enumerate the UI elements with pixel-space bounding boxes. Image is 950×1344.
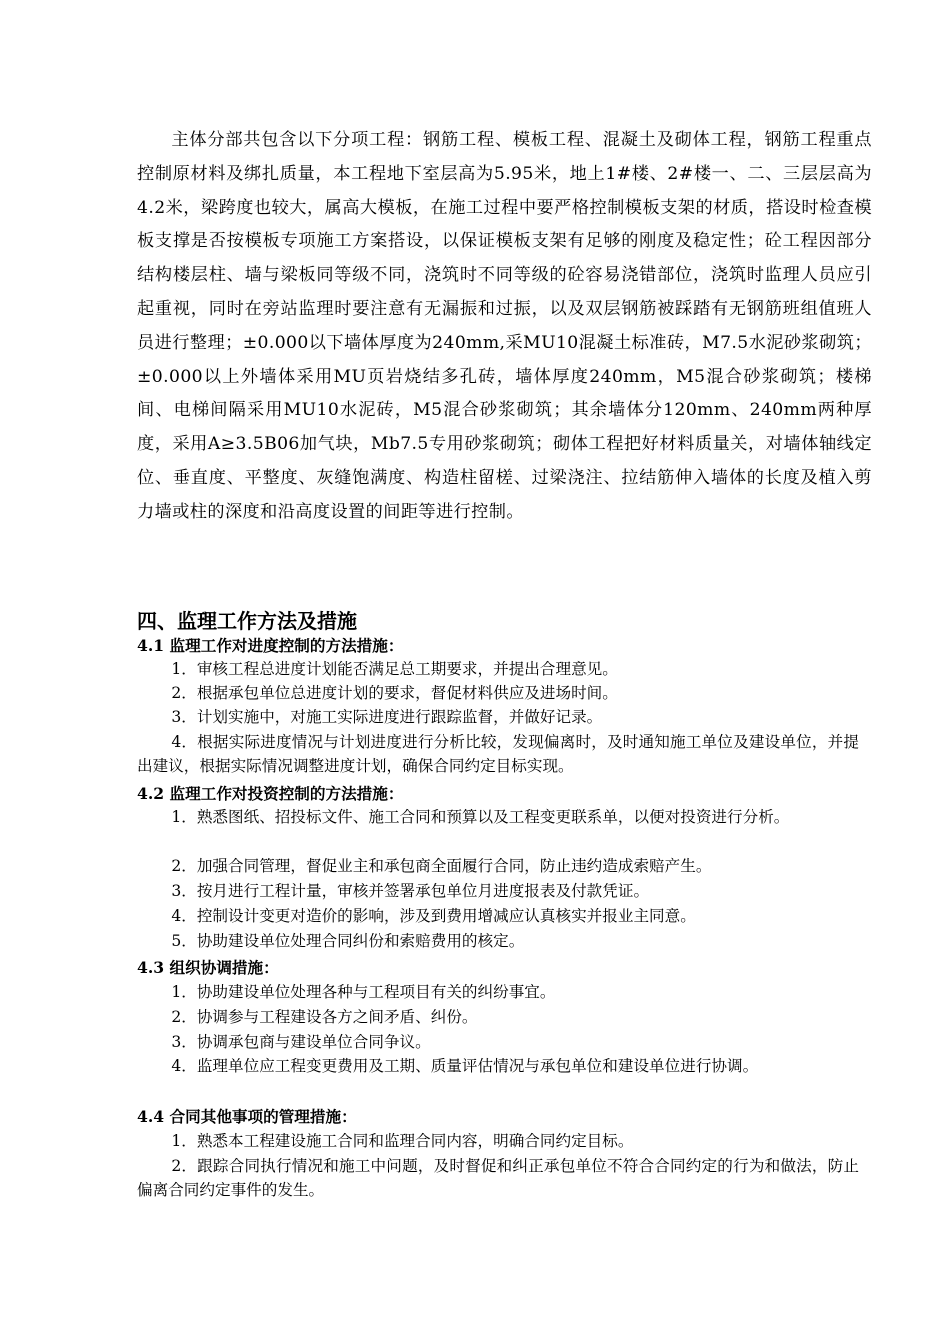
list-item: 3．计划实施中，对施工实际进度进行跟踪监督，并做好记录。 [171,708,603,726]
section-title: 四、监理工作方法及措施 [137,609,357,633]
list-item: 1．审核工程总进度计划能否满足总工期要求，并提出合理意见。 [171,660,618,678]
list-item: 3．协调承包商与建设单位合同争议。 [171,1033,431,1051]
list-item: 2．跟踪合同执行情况和施工中问题，及时督促和纠正承包单位不符合合同约定的行为和做法，防止偏离合同约定事件的发生。 [137,1157,859,1199]
subsection-title-4-4: 4.4 合同其他事项的管理措施： [137,1107,357,1126]
list-item: 4．控制设计变更对造价的影响，涉及到费用增减应认真核实并报业主同意。 [171,907,696,925]
list-item: 1．熟悉本工程建设施工合同和监理合同内容，明确合同约定目标。 [171,1132,634,1150]
subsection-title-4-2: 4.2 监理工作对投资控制的方法措施： [137,784,404,803]
list-item: 2．根据承包单位总进度计划的要求，督促材料供应及进场时间。 [171,684,618,702]
list-item: 4．根据实际进度情况与计划进度进行分析比较，发现偏离时，及时通知施工单位及建设单位，并提出建议，根据实际情况调整进度计划，确保合同约定目标实现。 [137,733,859,775]
list-item: 2．协调参与工程建设各方之间矛盾、纠份。 [171,1008,478,1026]
list-item: 3．按月进行工程计量，审核并签署承包单位月进度报表及付款凭证。 [171,882,650,900]
list-item: 1．协助建设单位处理各种与工程项目有关的纠纷事宜。 [171,983,556,1001]
subsection-title-4-3: 4.3 组织协调措施： [137,958,279,977]
list-item: 2．加强合同管理，督促业主和承包商全面履行合同，防止违约造成索赔产生。 [171,857,712,875]
list-item: 5．协助建设单位处理合同纠份和索赔费用的核定。 [171,932,525,950]
list-item: 1．熟悉图纸、招投标文件、施工合同和预算以及工程变更联系单，以便对投资进行分析。 [171,808,790,826]
list-item: 4．监理单位应工程变更费用及工期、质量评估情况与承包单位和建设单位进行协调。 [171,1057,759,1075]
intro-paragraph: 主体分部共包含以下分项工程：钢筋工程、模板工程、混凝土及砌体工程，钢筋工程重点控制原材料及绑扎质量，本工程地下室层高为5.95米，地上1#楼、2#楼一、二、三层层高为4.2米，梁跨度也较大，属高大模板，在施工过程中要严格控制模板支架的材质，搭设时检查模板支撑是否按模板专项施工方案搭设，以保证模板支架有足够的刚度及稳定性；砼工程因部分结构楼层柱、墙与梁板同等级不同，浇筑时不同等级的砼容易浇错部位，浇筑时监理人员应引起重视，同时在旁站监理时要注意有无漏振和过振，以及双层钢筋被踩踏有无钢筋班组值班人员进行整理；±0.000以下墙体厚度为240mm,采MU10混凝土标准砖，M7.5水泥砂浆砌筑；±0.000以上外墙体采用MU页岩烧结多孔砖，墙体厚度240mm，M5混合砂浆砌筑；楼梯间、电梯间隔采用MU10水泥砖，M5混合砂浆砌筑；其余墙体分120mm、240mm两种厚度，采用A≥3.5B06加气块，Mb7.5专用砂浆砌筑；砌体工程把好材料质量关，对墙体轴线定位、垂直度、平整度、灰缝饱满度、构造柱留槎、过梁浇注、拉结筋伸入墙体的长度及植入剪力墙或柱的深度和沿高度设置的间距等进行控制。 [137,130,872,522]
subsection-title-4-1: 4.1 监理工作对进度控制的方法措施： [137,636,404,655]
